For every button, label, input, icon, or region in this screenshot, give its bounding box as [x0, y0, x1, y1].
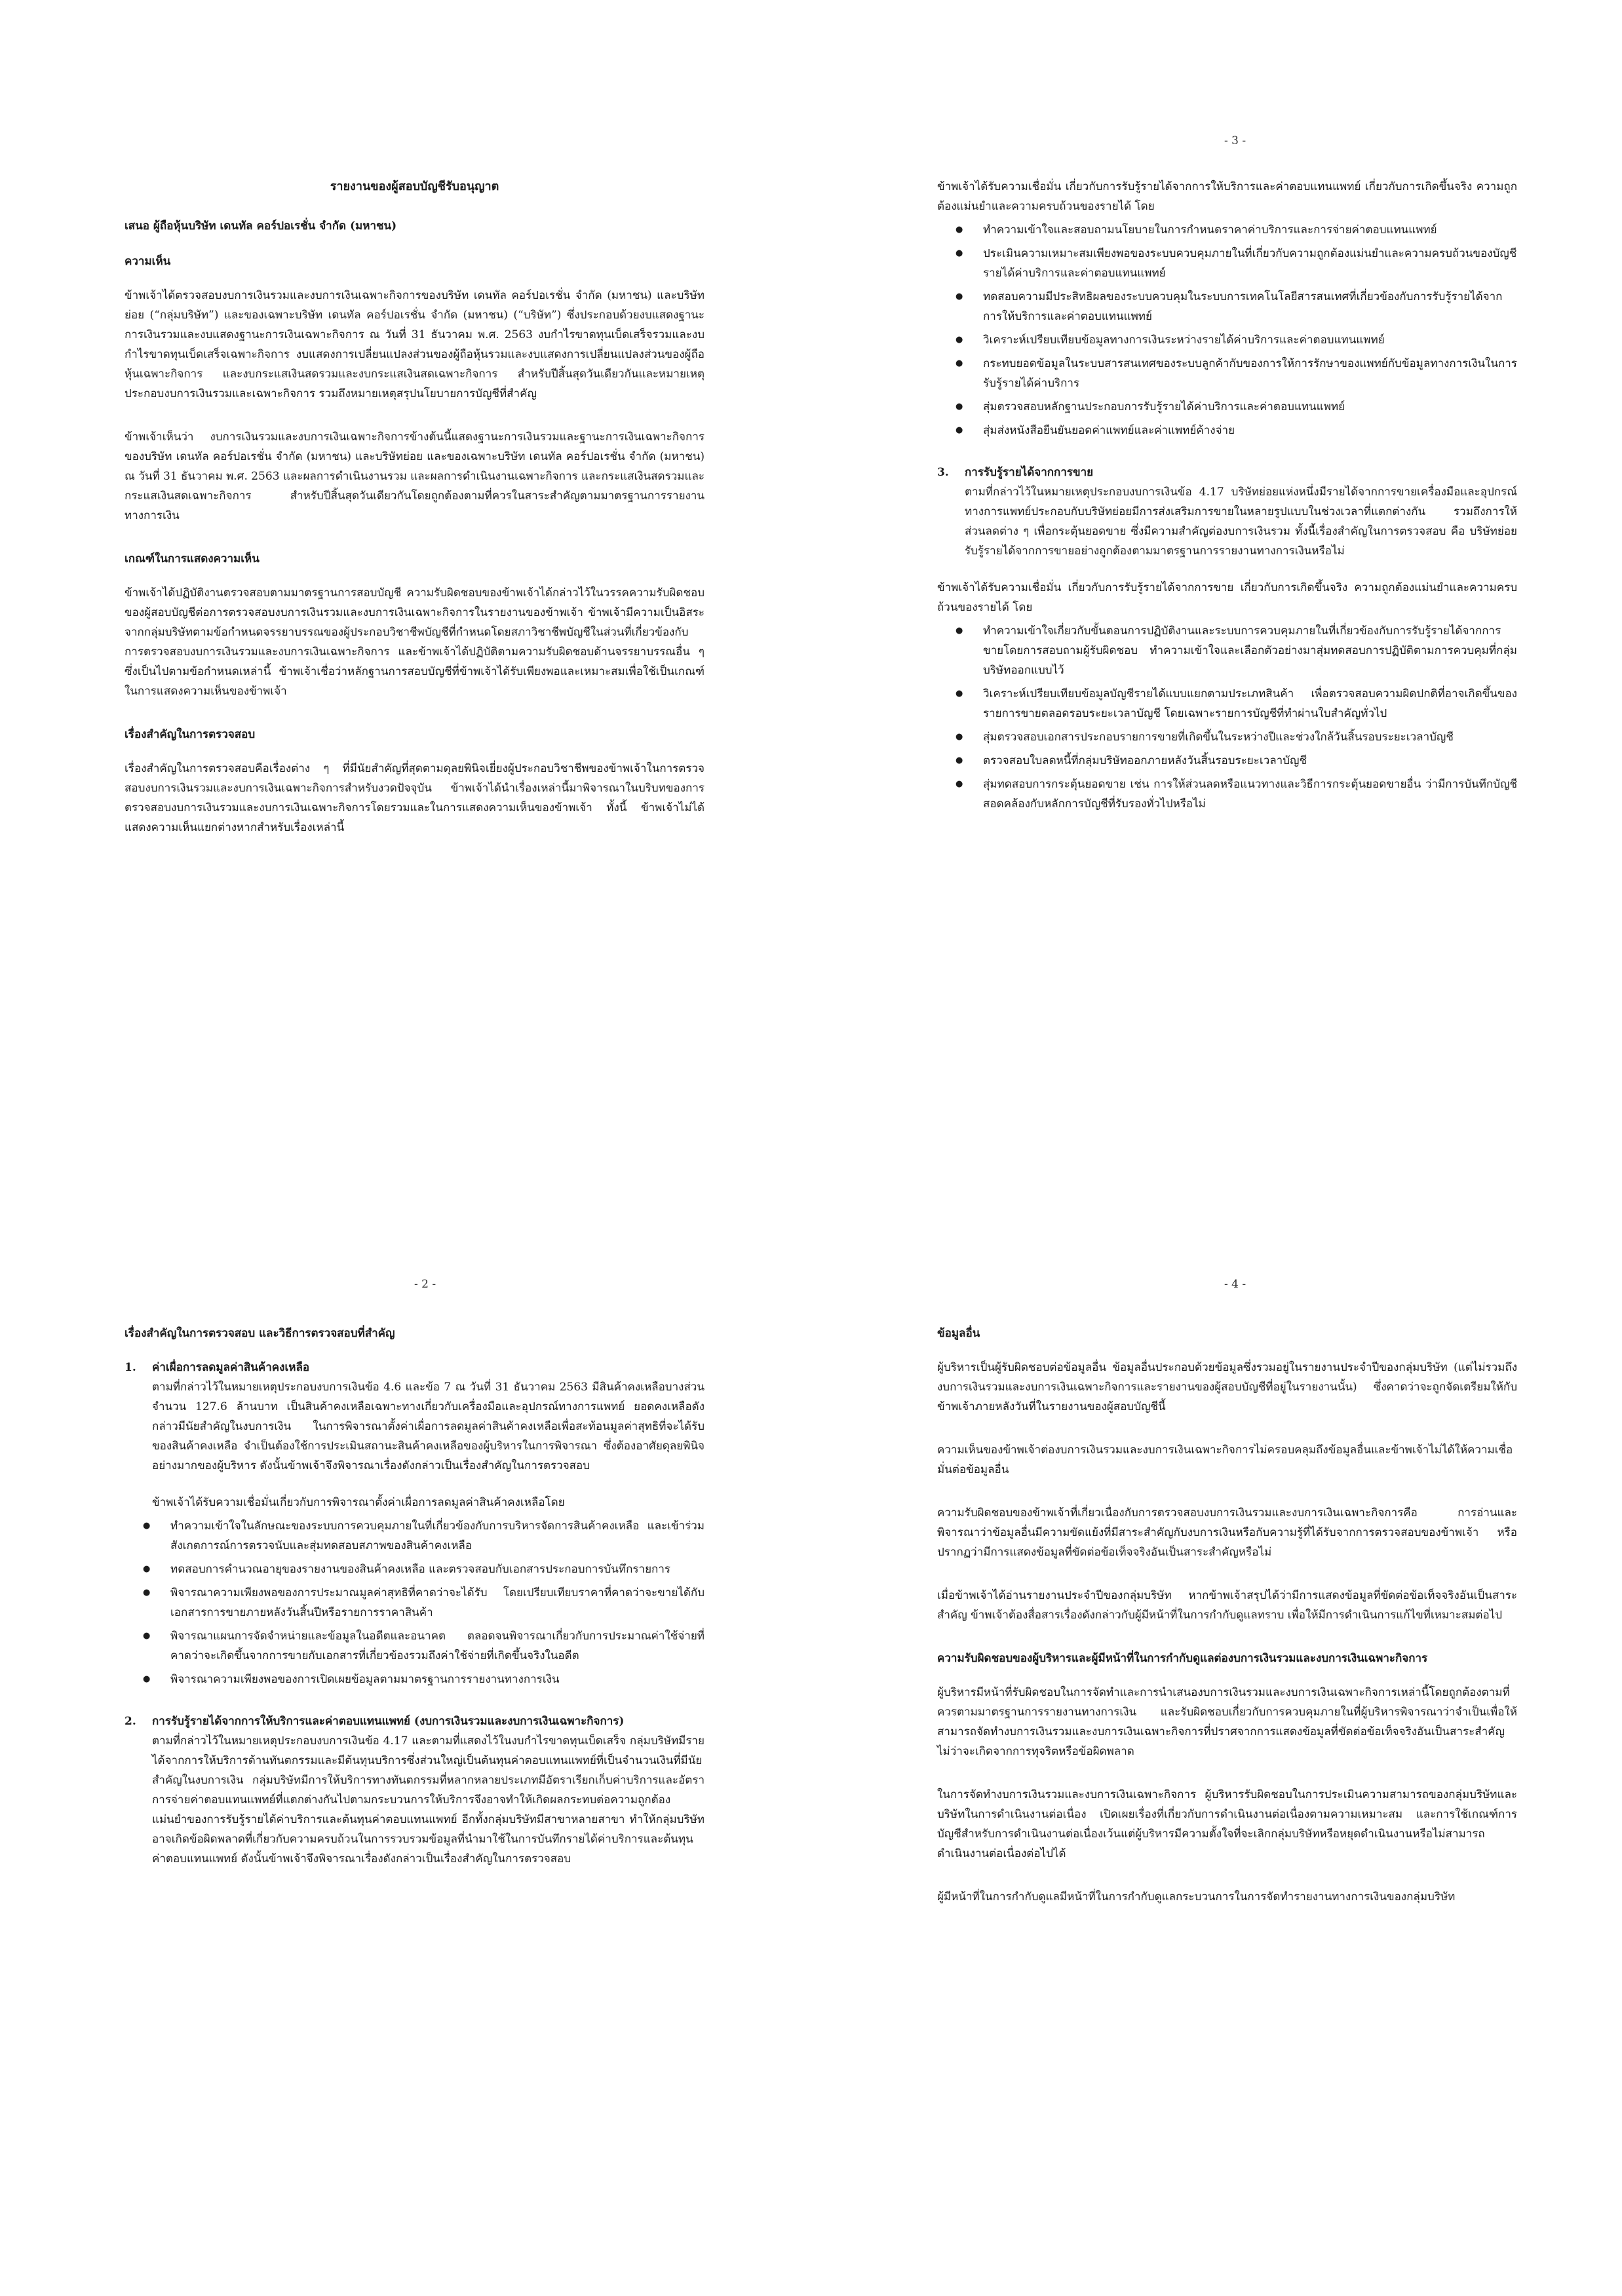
item-2-paragraph-2: ข้าพเจ้าได้รับความเชื่อมั่น เกี่ยวกับการรับรู้รายได้จากการให้บริการและค่าตอบแทนแพทย์ เกี่ยวกับการเกิดขึ้นจริง ความถูกต้องแม่นยำและความครบถ้วนของรายได้ โดย	[937, 180, 1517, 213]
page-4	[937, 1324, 1517, 1930]
responsibilities-paragraph-2: ในการจัดทำงบการเงินรวมและงบการเงินเฉพาะกิจการ ผู้บริหารรับผิดชอบในการประเมินความสามารถของกลุ่มบริษัทและบริษัทในการดำเนินงานต่อเนื่อง เปิดเผยเรื่องที่เกี่ยวกับการดำเนินงานต่อเนื่องตามความเหมาะสม และการใช้เกณฑ์การบัญชีสำหรับการดำเนินงานต่อเนื่องเว้นแต่ผู้บริหารมีความตั้งใจที่จะเลิกกลุ่มบริษัทหรือหยุดดำเนินงานหรือไม่สามารถดำเนินงานต่อเนื่องต่อไปได้	[937, 1788, 1517, 1860]
list-item: ● สุ่มตรวจสอบเอกสารประกอบรายการขายที่เกิดขึ้นในระหว่างปีและช่วงใกล้วันสิ้นรอบระยะเวลาบัญชี	[983, 727, 1517, 747]
responsibilities-heading: ความรับผิดชอบของผู้บริหารและผู้มีหน้าที่ในการกำกับดูแลต่องบการเงินรวมและงบการเงินเฉพาะกิจการ	[937, 1652, 1428, 1665]
page-number-4: - 4 -	[1224, 1278, 1246, 1291]
item-3-paragraph-2: ข้าพเจ้าได้รับความเชื่อมั่น เกี่ยวกับการรับรู้รายได้จากการขาย เกี่ยวกับการเกิดขึ้นจริง ความถูกต้องแม่นยำและความครบถ้วนของรายได้ โดย	[937, 581, 1517, 614]
page-number-3: - 3 -	[1224, 134, 1246, 147]
responsibilities-paragraph-3: ผู้มีหน้าที่ในการกำกับดูแลมีหน้าที่ในการกำกับดูแลกระบวนการในการจัดทำรายงานทางการเงินของกลุ่มบริษัท	[937, 1890, 1456, 1904]
key-audit-matters-paragraph: เรื่องสำคัญในการตรวจสอบคือเรื่องต่าง ๆ ที่มีนัยสำคัญที่สุดตามดุลยพินิจเยี่ยงผู้ประกอบวิชาชีพของข้าพเจ้าในการตรวจสอบงบการเงินรวมและงบการเงินเฉพาะกิจการสำหรับงวดปัจจุบัน ข้าพเจ้าได้นำเรื่องเหล่านี้มาพิจารณาในบริบทของการตรวจสอบงบการเงินรวมและงบการเงินเฉพาะกิจการโดยรวมและในการแสดงความเห็นของข้าพเจ้า ทั้งนี้ ข้าพเจ้าไม่ได้แสดงความเห็นแยกต่างหากสำหรับเรื่องเหล่านี้	[125, 762, 705, 834]
key-audit-matters-heading: เรื่องสำคัญในการตรวจสอบ	[125, 728, 256, 741]
list-item: ● ทดสอบการคำนวณอายุของรายงานของสินค้าคงเหลือ และตรวจสอบกับเอกสารประกอบการบันทึกรายการ	[170, 1559, 705, 1579]
list-item: ● วิเคราะห์เปรียบเทียบข้อมูลบัญชีรายได้แบบแยกตามประเภทสินค้า เพื่อตรวจสอบความผิดปกติที่อาจเกิดขึ้นของรายการขายตลอดรอบระยะเวลาบัญชี โดยเฉพาะรายการบัญชีที่ทำผ่านใบสำคัญทั่วไป	[983, 684, 1517, 723]
list-item: ● สุ่มทดสอบการกระตุ้นยอดขาย เช่น การให้ส่วนลดหรือแนวทางและวิธีการกระตุ้นยอดขายอื่น ว่ามีการบันทึกบัญชีสอดคล้องกับหลักการบัญชีที่รับรองทั่วไปหรือไม่	[983, 775, 1517, 814]
list-item: ● พิจารณาความเพียงพอของการประมาณมูลค่าสุทธิที่คาดว่าจะได้รับ โดยเปรียบเทียบราคาที่คาดว่าจะขายได้กับเอกสารการขายภายหลังวันสิ้นปีหรือรายการราคาสินค้า	[170, 1583, 705, 1622]
report-title: รายงานของผู้สอบบัญชีรับอนุญาต	[330, 180, 499, 193]
page-number-2: - 2 -	[414, 1278, 436, 1291]
list-item: ● พิจารณาแผนการจัดจำหน่ายและข้อมูลในอดีตและอนาคต ตลอดจนพิจารณาเกี่ยวกับการประมาณค่าใช้จ่ายที่คาดว่าจะเกิดขึ้นจากการขายกับเอกสารที่เกี่ยวข้องรวมถึงค่าใช้จ่ายที่เกิดขึ้นจริงในอดีต	[170, 1626, 705, 1666]
kam-item-2	[125, 1712, 705, 1869]
list-item: ● ทำความเข้าใจในลักษณะของระบบการควบคุมภายในที่เกี่ยวข้องกับการบริหารจัดการสินค้าคงเหลือ และเข้าร่วมสังเกตการณ์การตรวจนับและสุ่มทดสอบสภาพของสินค้าคงเหลือ	[170, 1516, 705, 1556]
other-information-paragraph-1: ผู้บริหารเป็นผู้รับผิดชอบต่อข้อมูลอื่น ข้อมูลอื่นประกอบด้วยข้อมูลซึ่งรวมอยู่ในรายงานประจำปีของกลุ่มบริษัท (แต่ไม่รวมถึงงบการเงินรวมและงบการเงินเฉพาะกิจการและรายงานของผู้สอบบัญชีที่อยู่ในรายงานนั้น) ซึ่งคาดว่าจะถูกจัดเตรียมให้กับข้าพเจ้าภายหลังวันที่ในรายงานของผู้สอบบัญชีนี้	[937, 1361, 1517, 1413]
other-information-heading: ข้อมูลอื่น	[937, 1327, 980, 1340]
item-1-paragraph-2: ข้าพเจ้าได้รับความเชื่อมั่นเกี่ยวกับการพิจารณาตั้งค่าเผื่อการลดมูลค่าสินค้าคงเหลือโดย	[152, 1496, 565, 1509]
other-information-paragraph-3: ความรับผิดชอบของข้าพเจ้าที่เกี่ยวเนื่องกับการตรวจสอบงบการเงินรวมและงบการเงินเฉพาะกิจการคือ การอ่านและพิจารณาว่าข้อมูลอื่นมีความขัดแย้งที่มีสาระสำคัญกับงบการเงินหรือกับความรู้ที่ได้รับจากการตรวจสอบของข้าพเจ้า หรือปรากฏว่ามีการแสดงข้อมูลที่ขัดต่อข้อเท็จจริงอันเป็นสาระสำคัญหรือไม่	[937, 1506, 1517, 1559]
kam-item-1	[125, 1358, 705, 1689]
page-3	[937, 177, 1517, 836]
item-1-procedures-list	[125, 1516, 705, 1689]
item-2-paragraph-1: ตามที่กล่าวไว้ในหมายเหตุประกอบงบการเงินข้อ 4.17 และตามที่แสดงไว้ในงบกำไรขาดทุนเบ็ดเสร็จ กลุ่มบริษัทมีรายได้จากการให้บริการด้านทันตกรรมและมีต้นทุนบริการซึ่งส่วนใหญ่เป็นต้นทุนค่าตอบแทนแพทย์ที่เป็นจำนวนเงินที่มีนัยสำคัญในงบการเงิน กลุ่มบริษัทมีการให้บริการทางทันตกรรมที่หลากหลายประเภทมีอัตราเรียกเก็บค่าบริการและอัตราการจ่ายค่าตอบแทนแพทย์ที่แตกต่างกันไปตามกระบวนการให้บริการจึงอาจทำให้เกิดผลกระทบต่อความถูกต้องแม่นยำของการรับรู้รายได้ค่าบริการและต้นทุนค่าตอบแทนแพทย์ อีกทั้งกลุ่มบริษัทมีสาขาหลายสาขา ทำให้กลุ่มบริษัทอาจเกิดข้อผิดพลาดที่เกี่ยวกับความครบถ้วนในการรวบรวมข้อมูลที่นำมาใช้ในการบันทึกรายได้ค่าบริการและต้นทุนค่าตอบแทนแพทย์ ดังนั้นข้าพเจ้าจึงพิจารณาเรื่องดังกล่าวเป็นเรื่องสำคัญในการตรวจสอบ	[152, 1734, 705, 1866]
list-item: ● ตรวจสอบใบลดหนี้ที่กลุ่มบริษัทออกภายหลังวันสิ้นรอบระยะเวลาบัญชี	[983, 751, 1517, 771]
page-2	[125, 1324, 705, 1888]
list-item: ● ทำความเข้าใจและสอบถามนโยบายในการกำหนดราคาค่าบริการและการจ่ายค่าตอบแทนแพทย์	[983, 220, 1517, 240]
other-information-paragraph-4: เมื่อข้าพเจ้าได้อ่านรายงานประจำปีของกลุ่มบริษัท หากข้าพเจ้าสรุปได้ว่ามีการแสดงข้อมูลที่ขัดต่อข้อเท็จจริงอันเป็นสาระสำคัญ ข้าพเจ้าต้องสื่อสารเรื่องดังกล่าวกับผู้มีหน้าที่ในการกำกับดูแลทราบ เพื่อให้มีการดำเนินการแก้ไขที่เหมาะสมต่อไป	[937, 1589, 1517, 1622]
opinion-paragraph-2: ข้าพเจ้าเห็นว่า งบการเงินรวมและงบการเงินเฉพาะกิจการข้างต้นนี้แสดงฐานะการเงินรวมและฐานะการเงินเฉพาะกิจการของบริษัท เดนทัล คอร์ปอเรชั่น จำกัด (มหาชน) และบริษัทย่อย และของเฉพาะบริษัท เดนทัล คอร์ปอเรชั่น จำกัด (มหาชน) ณ วันที่ 31 ธันวาคม พ.ศ. 2563 และผลการดำเนินงานรวม และผลการดำเนินงานเฉพาะกิจการ และกระแสเงินสดรวมและกระแสเงินสดเฉพาะกิจการ สำหรับปีสิ้นสุดวันเดียวกันโดยถูกต้องตามที่ควรในสาระสำคัญตามมาตรฐานการรายงานทางการเงิน	[125, 430, 705, 522]
item-1-number: 1.	[125, 1361, 136, 1374]
item-1-paragraph-1: ตามที่กล่าวไว้ในหมายเหตุประกอบงบการเงินข้อ 4.6 และข้อ 7 ณ วันที่ 31 ธันวาคม 2563 มีสินค้าคงเหลือบางส่วนจำนวน 127.6 ล้านบาท เป็นสินค้าคงเหลือเฉพาะทางเกี่ยวกับเครื่องมือและอุปกรณ์ทางการแพทย์ ยอดคงเหลือดังกล่าวมีนัยสำคัญในงบการเงิน ในการพิจารณาตั้งค่าเผื่อการลดมูลค่าสินค้าคงเหลือเพื่อสะท้อนมูลค่าสุทธิที่จะได้รับของสินค้าคงเหลือ จำเป็นต้องใช้การประเมินสถานะสินค้าคงเหลือของผู้บริหารในการพิจารณา ซึ่งต้องอาศัยดุลยพินิจอย่างมากของผู้บริหาร ดังนั้นข้าพเจ้าจึงพิจารณาเรื่องดังกล่าวเป็นเรื่องสำคัญในการตรวจสอบ	[152, 1381, 705, 1472]
item-3-procedures-list	[937, 621, 1517, 814]
other-information-paragraph-2: ความเห็นของข้าพเจ้าต่องบการเงินรวมและงบการเงินเฉพาะกิจการไม่ครอบคลุมถึงข้อมูลอื่นและข้าพเจ้าไม่ได้ให้ความเชื่อมั่นต่อข้อมูลอื่น	[937, 1444, 1513, 1476]
basis-heading: เกณฑ์ในการแสดงความเห็น	[125, 552, 260, 565]
list-item: ● พิจารณาความเพียงพอของการเปิดเผยข้อมูลตามมาตรฐานการรายงานทางการเงิน	[170, 1670, 705, 1689]
opinion-heading: ความเห็น	[125, 255, 171, 268]
item-3-paragraph-1: ตามที่กล่าวไว้ในหมายเหตุประกอบงบการเงินข้อ 4.17 บริษัทย่อยแห่งหนึ่งมีรายได้จากการขายเครื่องมือและอุปกรณ์ทางการแพทย์ประกอบกับบริษัทย่อยมีการส่งเสริมการขายในหลายรูปแบบในช่วงเวลาที่แตกต่างกัน รวมถึงการให้ส่วนลดต่าง ๆ เพื่อกระตุ้นยอดขาย ซึ่งมีความสำคัญต่องบการเงินรวม ทั้งนี้เรื่องสำคัญในการตรวจสอบ คือ บริษัทย่อยรับรู้รายได้จากการขายอย่างถูกต้องตามมาตรฐานการรายงานทางการเงินหรือไม่	[965, 486, 1517, 558]
item-2-procedures-list	[937, 220, 1517, 440]
page-1	[125, 177, 705, 861]
list-item: ● กระทบยอดข้อมูลในระบบสารสนเทศของระบบลูกค้ากับของการให้การรักษาของแพทย์กับข้อมูลทางการเงินในการรับรู้รายได้ค่าบริการ	[983, 354, 1517, 393]
opinion-paragraph-1: ข้าพเจ้าได้ตรวจสอบงบการเงินรวมและงบการเงินเฉพาะกิจการของบริษัท เดนทัล คอร์ปอเรชั่น จำกัด (มหาชน) และบริษัทย่อย (“กลุ่มบริษัท”) และของเฉพาะบริษัท เดนทัล คอร์ปอเรชั่น จำกัด (มหาชน) (“บริษัท”) ซึ่งประกอบด้วยงบแสดงฐานะการเงินรวมและงบแสดงฐานะการเงินเฉพาะกิจการ ณ วันที่ 31 ธันวาคม พ.ศ. 2563 งบกำไรขาดทุนเบ็ดเสร็จรวมและงบกำไรขาดทุนเบ็ดเสร็จเฉพาะกิจการ งบแสดงการเปลี่ยนแปลงส่วนของผู้ถือหุ้นรวมและงบแสดงการเปลี่ยนแปลงส่วนของผู้ถือหุ้นเฉพาะกิจการ และงบกระแสเงินสดรวมและงบกระแสเงินสดเฉพาะกิจการ สำหรับปีสิ้นสุดวันเดียวกันและหมายเหตุประกอบงบการเงินรวมและเฉพาะกิจการ รวมถึงหมายเหตุสรุปนโยบายการบัญชีที่สำคัญ	[125, 289, 705, 400]
item-2-number: 2.	[125, 1715, 136, 1728]
item-1-title: ค่าเผื่อการลดมูลค่าสินค้าคงเหลือ	[152, 1361, 310, 1374]
basis-paragraph: ข้าพเจ้าได้ปฏิบัติงานตรวจสอบตามมาตรฐานการสอบบัญชี ความรับผิดชอบของข้าพเจ้าได้กล่าวไว้ในวรรคความรับผิดชอบของผู้สอบบัญชีต่อการตรวจสอบงบการเงินรวมและงบการเงินเฉพาะกิจการในรายงานของข้าพเจ้า ข้าพเจ้ามีความเป็นอิสระจากกลุ่มบริษัทตามข้อกำหนดจรรยาบรรณของผู้ประกอบวิชาชีพบัญชีที่กำหนดโดยสภาวิชาชีพบัญชีในส่วนที่เกี่ยวข้องกับการตรวจสอบงบการเงินรวมและงบการเงินเฉพาะกิจการ และข้าพเจ้าได้ปฏิบัติตามความรับผิดชอบด้านจรรยาบรรณอื่น ๆ ซึ่งเป็นไปตามข้อกำหนดเหล่านี้ ข้าพเจ้าเชื่อว่าหลักฐานการสอบบัญชีที่ข้าพเจ้าได้รับเพียงพอและเหมาะสมเพื่อใช้เป็นเกณฑ์ในการแสดงความเห็นของข้าพเจ้า	[125, 586, 705, 698]
list-item: ● ประเมินความเหมาะสมเพียงพอของระบบควบคุมภายในที่เกี่ยวกับความถูกต้องแม่นยำและความครบถ้วนของบัญชีรายได้ค่าบริการและค่าตอบแทนแพทย์	[983, 244, 1517, 283]
item-3-title: การรับรู้รายได้จากการขาย	[965, 466, 1094, 479]
list-item: ● ทำความเข้าใจเกี่ยวกับขั้นตอนการปฏิบัติงานและระบบการควบคุมภายในที่เกี่ยวข้องกับการรับรู้รายได้จากการขายโดยการสอบถามผู้รับผิดชอบ ทำความเข้าใจและเลือกตัวอย่างมาสุ่มทดสอบการปฏิบัติตามการควบคุมที่กลุ่มบริษัทออกแบบไว้	[983, 621, 1517, 680]
list-item: ● ทดสอบความมีประสิทธิผลของระบบควบคุมในระบบการเทคโนโลยีสารสนเทศที่เกี่ยวข้องกับการรับรู้รายได้จากการให้บริการและค่าตอบแทนแพทย์	[983, 287, 1517, 326]
list-item: ● สุ่มตรวจสอบหลักฐานประกอบการรับรู้รายได้ค่าบริการและค่าตอบแทนแพทย์	[983, 397, 1517, 417]
kam-procedures-heading: เรื่องสำคัญในการตรวจสอบ และวิธีการตรวจสอบที่สำคัญ	[125, 1327, 395, 1340]
list-item: ● สุ่มส่งหนังสือยืนยันยอดค่าแพทย์และค่าแพทย์ค้างจ่าย	[983, 421, 1517, 440]
list-item: ● วิเคราะห์เปรียบเทียบข้อมูลทางการเงินระหว่างรายได้ค่าบริการและค่าตอบแทนแพทย์	[983, 330, 1517, 350]
kam-item-3	[937, 463, 1517, 814]
addressee: เสนอ ผู้ถือหุ้นบริษัท เดนทัล คอร์ปอเรชั่น จำกัด (มหาชน)	[125, 220, 397, 233]
responsibilities-paragraph-1: ผู้บริหารมีหน้าที่รับผิดชอบในการจัดทำและการนำเสนองบการเงินรวมและงบการเงินเฉพาะกิจการเหล่านี้โดยถูกต้องตามที่ควรตามมาตรฐานการรายงานทางการเงิน และรับผิดชอบเกี่ยวกับการควบคุมภายในที่ผู้บริหารพิจารณาว่าจำเป็นเพื่อให้สามารถจัดทำงบการเงินรวมและงบการเงินเฉพาะกิจการที่ปราศจากการแสดงข้อมูลที่ขัดต่อข้อเท็จจริงอันเป็นสาระสำคัญไม่ว่าจะเกิดจากการทุจริตหรือข้อผิดพลาด	[937, 1686, 1517, 1758]
item-3-number: 3.	[937, 466, 949, 479]
item-2-title: การรับรู้รายได้จากการให้บริการและค่าตอบแทนแพทย์ (งบการเงินรวมและงบการเงินเฉพาะกิจการ)	[152, 1715, 625, 1728]
